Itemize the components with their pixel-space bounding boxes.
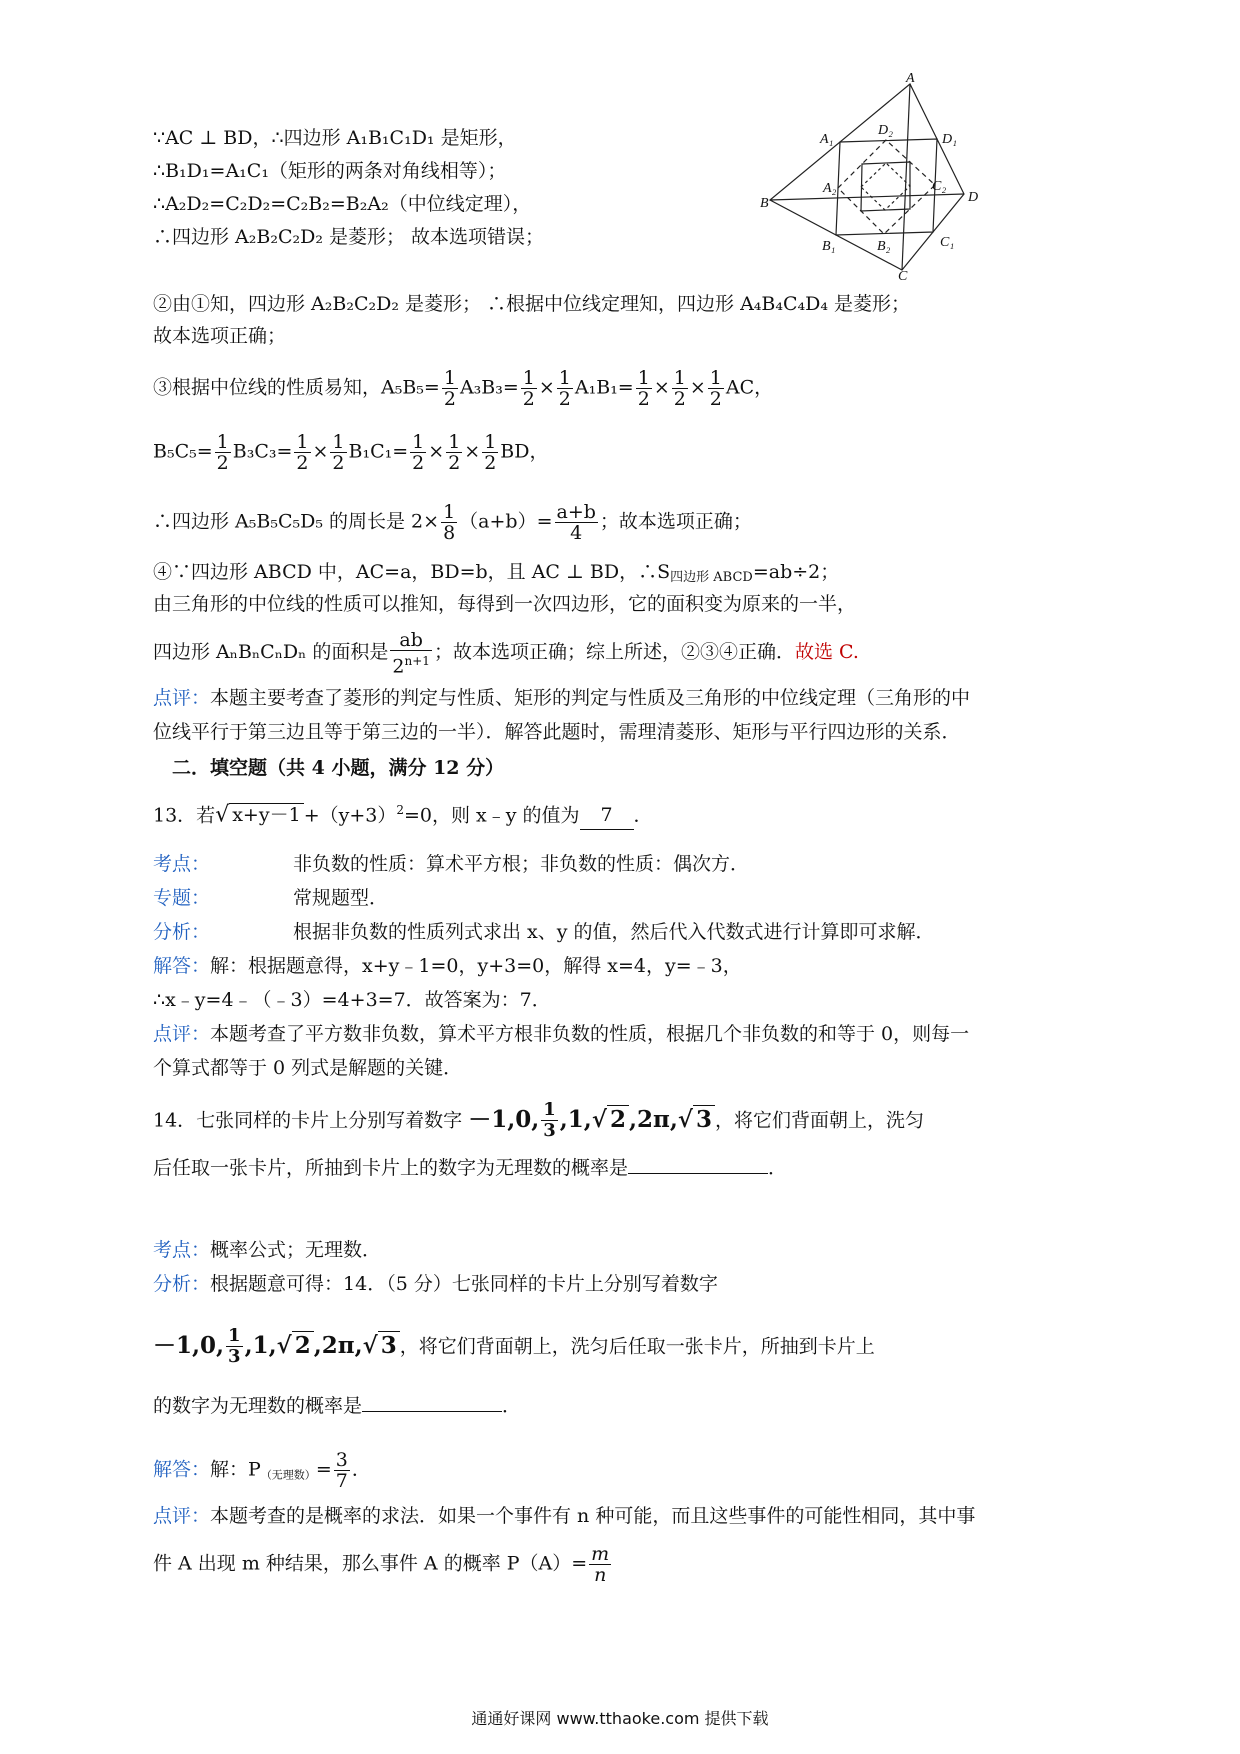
- label-d: D: [968, 190, 979, 205]
- fraction-half: $\frac{1}{2}$: [558, 367, 571, 410]
- answer-blank: [362, 1393, 502, 1412]
- rhombus-rectangle-diagram: [760, 72, 990, 282]
- item4-l3-prefix: 四边形 AₙBₙCₙDₙ 的面积是: [153, 641, 389, 664]
- section-title: 二．填空题（共 4 小题，满分 12 分）: [172, 757, 505, 779]
- fraction-half: $\frac{1}{2}$: [637, 367, 650, 410]
- q14-question: 14．七张同样的卡片上分别写着数字 －1,0, $\frac{1}{3}$ ,1,√ 2 ,2π,√ 3 ，将它们背面朝上，洗匀: [153, 1099, 924, 1141]
- comment-label: 点评：: [153, 687, 211, 709]
- q14-fenxi-line2: －1,0, $\frac{1}{3}$ ,1,√ 2 ,2π,√ 3 ，将它们背面朝上，洗匀后任取一张卡片，所抽到卡片上: [153, 1325, 875, 1367]
- fraction-half: $\frac{1}{2}$: [522, 367, 535, 410]
- q14-kaodian: 考点：概率公式；无理数．: [153, 1239, 382, 1261]
- comment12-line2: 位线平行于第三边且等于第三边的一半）．解答此题时，需理清菱形、矩形与平行四边形的关系．: [153, 721, 961, 743]
- rhombus-inner: [861, 163, 910, 210]
- q13-fenxi: 分析： 根据非负数的性质列式求出 x、y 的值，然后代入代数式进行计算即可求解．: [153, 921, 935, 943]
- fraction-half: $\frac{1}{2}$: [443, 367, 456, 410]
- q13-jieda2: ∴x﹣y=4﹣（﹣3）=4+3=7．故答案为：7．: [153, 989, 551, 1011]
- q14-question-line2: 后任取一张卡片，所抽到卡片上的数字为无理数的概率是 ．: [153, 1157, 788, 1179]
- fraction-half: $\frac{1}{2}$: [709, 367, 722, 410]
- label-c2: C₂: [932, 179, 947, 194]
- fraction-half: $\frac{1}{2}$: [296, 431, 309, 474]
- answer-choice: 故选 C.: [794, 641, 859, 664]
- item2-line1: ②由①知，四边形 A₂B₂C₂D₂ 是菱形； ∴根据中位线定理知，四边形 A₄B₄C₄D₄ 是菱形；: [153, 293, 911, 315]
- q14-fenxi: 分析：根据题意可得：14．（5 分）七张同样的卡片上分别写着数字: [153, 1273, 718, 1295]
- rect-inner: [861, 162, 910, 211]
- comment12-line1: 点评：本题主要考查了菱形的判定与性质、矩形的判定与性质及三角形的中位线定理（三角形的中: [153, 687, 971, 709]
- label-d2: D₂: [878, 123, 893, 138]
- page-footer: 通通好课网 www.tthaoke.com 提供下载: [471, 1709, 769, 1728]
- item3-b-prefix: B₅C₅=: [153, 440, 213, 463]
- proof1-line4: ∴四边形 A₂B₂C₂D₂ 是菱形； 故本选项错误；: [153, 226, 545, 248]
- item3-line3: [153, 502, 752, 543]
- item3-line1: ③根据中位线的性质易知，A₅B₅= $\frac{1}{2}$ A₃B₃= $\frac{1}{2}$ × $\frac{1}{2}$ A₁B₁= $\frac{1}{2}$ × $\frac{1}{2}$ × $\frac{1}{2}$ AC，: [153, 367, 774, 410]
- item2-line2: 故本选项正确；: [153, 325, 287, 347]
- perimeter-mid: （a+b）=: [459, 510, 553, 533]
- q14-number-list: －1,0, $\frac{1}{3}$ ,1,√ 2 ,2π,√ 3: [468, 1106, 715, 1133]
- label-c1: C₁: [940, 235, 955, 250]
- q13-mid2: =0，则 x﹣y 的值为: [404, 804, 580, 827]
- fraction-half: $\frac{1}{2}$: [332, 431, 345, 474]
- q13-prefix: 13．若: [153, 804, 216, 827]
- q13-answer: 7: [580, 801, 634, 830]
- fraction-half: $\frac{1}{2}$: [448, 431, 461, 474]
- fraction-half: $\frac{1}{2}$: [216, 431, 229, 474]
- q13-dianping2: 个算式都等于 0 列式是解题的关键．: [153, 1057, 463, 1079]
- fraction-half: $\frac{1}{2}$: [412, 431, 425, 474]
- item3-b-mid2: B₁C₁=: [348, 440, 409, 463]
- fraction-half: $\frac{1}{2}$: [673, 367, 686, 410]
- item3-mid2: A₁B₁=: [574, 376, 634, 399]
- label-c: C: [898, 269, 908, 282]
- q13-zhuanti: 专题： 常规题型．: [153, 887, 389, 909]
- item3-end1: AC，: [725, 376, 774, 399]
- rect-a1b1c1d1: [836, 139, 937, 235]
- item3-b-mid1: B₃C₃=: [232, 440, 293, 463]
- item3-mid1: A₃B₃=: [459, 376, 519, 399]
- q14-dianping2: 件 A 出现 m 种结果，那么事件 A 的概率 P（A）= $\frac{m}{n}$: [153, 1543, 610, 1586]
- item4-line1: [153, 558, 839, 592]
- q13-mid: +（y+3）: [303, 804, 397, 827]
- item4-l3-mid: ；故本选项正确；综上所述，②③④正确．: [433, 641, 795, 664]
- item4-l1: ④∵四边形 ABCD 中，AC=a，BD=b，且 AC ⊥ BD，∴S: [153, 561, 671, 583]
- fraction-probability: $\frac{3}{7}$: [335, 1449, 348, 1492]
- fraction-eighth: $\frac{1}{8}$: [443, 501, 456, 544]
- perimeter-end: ；故本选项正确；: [599, 510, 752, 533]
- q13-radicand: x+y－1: [229, 803, 303, 826]
- proof1-line3: ∴A₂D₂=C₂D₂=C₂B₂=B₂A₂（中位线定理），: [153, 193, 532, 215]
- item4-l1-sub: 四边形 ABCD: [670, 570, 753, 585]
- proof1-line1: ∵AC ⊥ BD，∴四边形 A₁B₁C₁D₁ 是矩形，: [153, 127, 517, 149]
- item3-line2: B₅C₅= $\frac{1}{2}$ B₃C₃= $\frac{1}{2}$ × $\frac{1}{2}$ B₁C₁= $\frac{1}{2}$ × $\frac{1}{2}$ × $\frac{1}{2}$ BD，: [153, 431, 549, 474]
- fraction-m-over-n: $\frac{m}{n}$: [591, 1543, 610, 1586]
- label-d1: D₁: [942, 132, 957, 147]
- item3-b-end: BD，: [500, 440, 549, 463]
- diagonal-ac: [902, 84, 910, 270]
- rhombus-a2b2c2d2: [838, 140, 935, 234]
- item4-l1-end: =ab÷2；: [752, 561, 840, 583]
- q14-fenxi-line3: 的数字为无理数的概率是 ．: [153, 1395, 522, 1417]
- q13-dianping1: 点评：本题考查了平方数非负数，算术平方根非负数的性质，根据几个非负数的和等于 0，则每一: [153, 1023, 970, 1045]
- perimeter-prefix: ∴四边形 A₅B₅C₅D₅ 的周长是 2×: [153, 510, 440, 533]
- q13-jieda1: 解答：解：根据题意得，x+y﹣1=0，y+3=0，解得 x=4，y=﹣3，: [153, 955, 742, 977]
- answer-blank: [628, 1155, 768, 1174]
- q14-number-list-repeat: －1,0, $\frac{1}{3}$ ,1,√ 2 ,2π,√ 3: [153, 1332, 400, 1359]
- label-b1: B₁: [822, 239, 836, 254]
- q14-dianping1: 点评：本题考查的是概率的求法．如果一个事件有 n 种可能，而且这些事件的可能性相同，其中事: [153, 1505, 976, 1527]
- item3-prefix: ③根据中位线的性质易知，A₅B₅=: [153, 376, 440, 399]
- label-b2: B₂: [877, 239, 891, 254]
- label-a2: A₂: [823, 181, 837, 196]
- fraction-half: $\frac{1}{2}$: [484, 431, 497, 474]
- q14-jieda: 解答：解：$P_{(无理数)}=$ $\frac{3}{7}$ ．: [153, 1449, 371, 1492]
- q13-question: 13．若√ $x+y-1 +(y+3)^2=0$，则 x﹣y 的值为 7 ．: [153, 796, 653, 830]
- q13-kaodian: 考点： 非负数的性质：算术平方根；非负数的性质：偶次方．: [153, 853, 750, 875]
- fraction-area: $\frac{ab}{2^{n+1}}$: [392, 629, 430, 678]
- label-a: A: [906, 72, 915, 86]
- label-b: B: [760, 196, 769, 211]
- proof1-line2: ∴B₁D₁=A₁C₁（矩形的两条对角线相等）；: [153, 160, 507, 182]
- item4-line3: [153, 630, 859, 676]
- label-a1: A₁: [820, 132, 834, 147]
- fraction-ab-over-4: $\frac{a+b}{4}$: [556, 501, 596, 544]
- item4-line2: 由三角形的中位线的性质可以推知，每得到一次四边形，它的面积变为原来的一半，: [153, 593, 857, 615]
